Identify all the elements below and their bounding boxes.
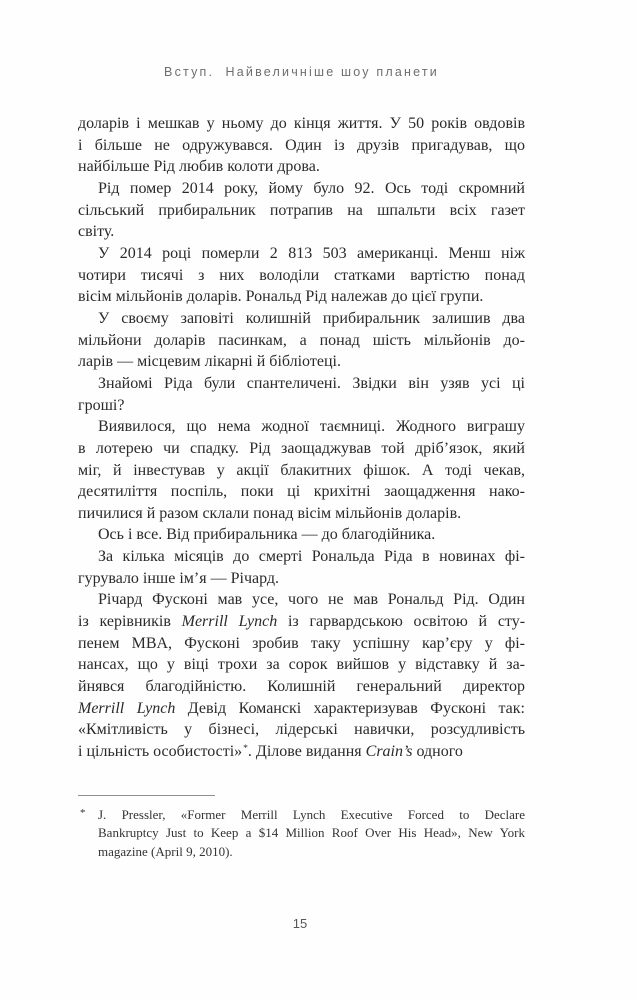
- text-line: У 2014 році померли 2 813 503 американці. Менш ніж: [98, 244, 525, 262]
- text-line: гроші?: [78, 396, 125, 414]
- text-line: десятиліття поспіль, поки ці крихітні заощадження нако-: [78, 483, 525, 501]
- page-number: 15: [292, 916, 308, 931]
- text-line: сільський прибиральник потрапив на шпальти всіх газет: [78, 201, 525, 219]
- text-line: Річард Фусконі мав усе, чого не мав Рональд Рід. Один: [98, 591, 525, 609]
- running-header: Вступ. Найвеличніше шоу планети: [164, 65, 439, 79]
- text-line: гурувало інше ім’я — Річард.: [78, 569, 280, 587]
- footnote-marker: *: [80, 807, 86, 819]
- text-line: У своєму заповіті колишній прибиральник залишив два: [98, 309, 525, 327]
- text-line: доларів і мешкав у ньому до кінця життя. У 50 років овдовів: [78, 115, 525, 132]
- text-line: пичилися й разом склали понад вісім мільйонів доларів.: [78, 504, 462, 522]
- text-line: За кілька місяців до смерті Рональда Ріда в новинах фі-: [98, 548, 525, 566]
- text-line: Виявилося, що нема жодної таємниці. Жодного виграшу: [98, 418, 525, 436]
- text-line: J. Pressler, «Former Merrill Lynch Executive Forced to Declare: [98, 807, 525, 822]
- text-line: і більше не одружувався. Один із друзів пригадував, що: [78, 136, 525, 154]
- text-line: magazine (April 9, 2010).: [98, 843, 233, 859]
- text-line: пенем MBA, Фусконі зробив таку успішну кар’єру у фі-: [78, 634, 525, 652]
- text-line: «Кмітливість у бізнесі, лідерські навички, розсудливість: [78, 721, 525, 739]
- text-line: Знайомі Ріда були спантеличені. Звідки він узяв усі ці: [98, 374, 525, 392]
- text-line: Merrill Lynch Девід Команскі характеризував Фусконі так:: [78, 699, 525, 717]
- text-line: в лотерею чи спадку. Рід заощаджував той дріб’язок, який: [78, 439, 525, 457]
- text-line: вісім мільйонів доларів. Рональд Рід належав до цієї групи.: [78, 288, 484, 306]
- text-line: нансах, що у віці трохи за сорок вийшов у відставку й за-: [78, 656, 525, 674]
- text-line: світу.: [78, 223, 115, 241]
- text-line: йнявся благодійністю. Колишній генеральний директор: [78, 678, 525, 696]
- body-text: [78, 113, 525, 766]
- text-line: Bankruptcy Just to Keep a $14 Million Roof Over His Head», New York: [98, 825, 525, 841]
- text-line: міг, й інвестував у акції блакитних фішок. А тоді чекав,: [78, 461, 525, 479]
- footnote: [78, 806, 525, 861]
- text-line: мільйони доларів пасинкам, а понад шість мільйонів до-: [78, 331, 525, 349]
- text-line: чотири тисячі з них володіли статками вартістю понад: [78, 266, 525, 284]
- footnote-divider: [78, 795, 215, 796]
- text-line: найбільше Рід любив колоти дрова.: [78, 158, 320, 176]
- text-line: Ось і все. Від прибиральника — до благодійника.: [98, 526, 436, 544]
- text-line: і цільність особистості»*. Ділове видання Crain’s одного: [78, 743, 463, 761]
- text-line: із керівників Merrill Lynch із гарвардською освітою й сту-: [78, 613, 526, 631]
- text-line: Рід помер 2014 року, йому було 92. Ось тоді скромний: [98, 179, 525, 197]
- footnote-lines: [98, 806, 525, 861]
- text-line: ларів — місцевим лікарні й бібліотеці.: [78, 353, 341, 371]
